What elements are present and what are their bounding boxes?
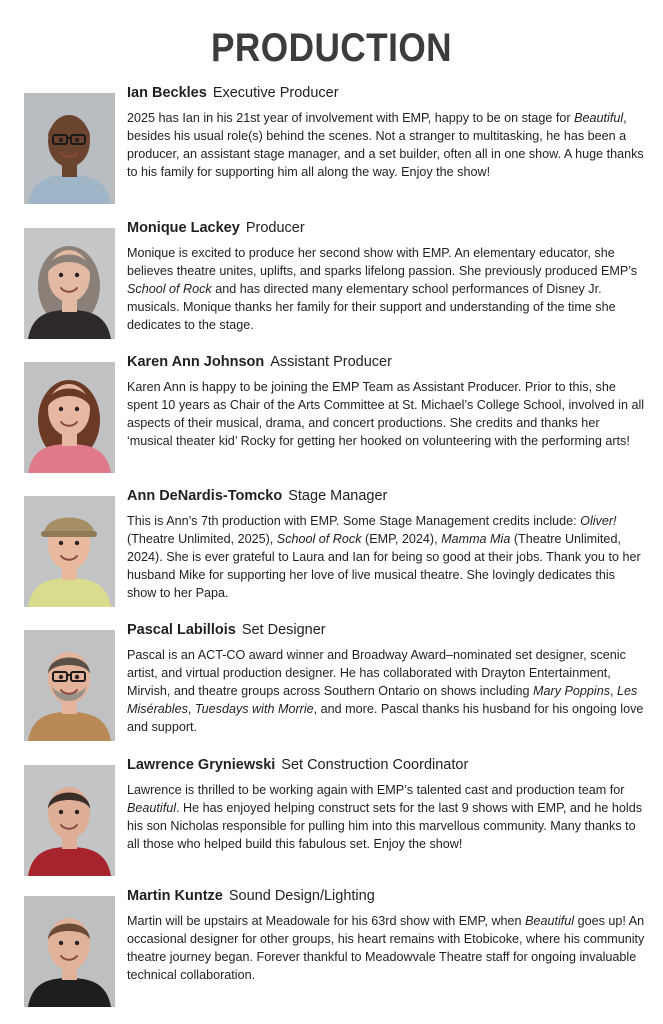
headshot-photo [24, 630, 115, 741]
headshot-photo [24, 765, 115, 876]
left-eye [59, 138, 63, 142]
bio-text: (Theatre Unlimited, 2024). She is ever grateful to Laura and Ian for being so good at their jobs. Thank you to her husband Mike for supporting her love of live musical theatre. She lovingly dedicates this show to her Papa. [127, 531, 641, 600]
person-name: Ann DeNardis-Tomcko [127, 488, 283, 504]
bio-text: (EMP, 2024), [361, 531, 442, 546]
person-heading [127, 353, 647, 371]
bio-text: 2025 has Ian in his 21st year of involvement with EMP, happy to be on stage for [127, 111, 575, 125]
person-bio [127, 913, 647, 985]
right-eye [75, 407, 79, 411]
right-eye [75, 273, 79, 277]
person-role: Producer [245, 220, 305, 236]
bio-text: , and more. Pascal thanks his husband for his ongoing love and support. [127, 701, 644, 734]
left-eye [59, 273, 63, 277]
portrait-illustration [24, 93, 115, 204]
portrait-illustration [24, 362, 115, 473]
person-heading [127, 621, 647, 639]
bio-text: Lawrence is thrilled to be working again with EMP’s talented cast and production team for [127, 783, 625, 797]
person-name: Karen Ann Johnson [127, 354, 265, 370]
right-eye [75, 541, 79, 545]
person-bio [127, 245, 647, 335]
person-bio [127, 782, 647, 854]
person-bio [127, 110, 647, 182]
right-eye [75, 941, 79, 945]
person-heading [127, 84, 647, 102]
person-bio [127, 647, 647, 737]
headshot-photo [24, 496, 115, 607]
headshot-photo [24, 896, 115, 1007]
right-eye [75, 675, 79, 679]
bio-text: , [610, 683, 618, 698]
bio-title-italic: Beautiful [574, 111, 624, 125]
bio-title-italic: Oliver! [580, 514, 617, 528]
person-heading [127, 756, 647, 774]
bio-text: Pascal is an ACT-CO award winner and Broadway Award–nominated set designer, scenic artist, and virtual production designer. He has collaborated with Drayton Entertainment, Mirvish, and theatre groups across Southern Ontario on shows including [127, 648, 626, 698]
person-role: Set Designer [241, 622, 326, 638]
bio-text: This is Ann’s 7th production with EMP. Some Stage Management credits include: [127, 514, 581, 528]
person-text [127, 887, 647, 985]
bio-title-italic: Beautiful [127, 800, 177, 815]
bio-title-italic: Beautiful [525, 914, 575, 928]
right-eye [75, 810, 79, 814]
person-text [127, 487, 647, 603]
person-role: Stage Manager [288, 488, 388, 504]
bio-title-italic: Mary Poppins [533, 683, 611, 698]
person-name: Lawrence Gryniewski [127, 757, 276, 773]
person-text [127, 353, 647, 451]
bio-text: , besides his usual role(s) behind the scenes. Not a stranger to multitasking, he has been a producer, an assistant stage manager, and a set builder, often all in one show. A huge thanks to his family for supporting him all along the way. Enjoy the show! [127, 111, 644, 179]
person-bio [127, 513, 647, 603]
left-eye [59, 541, 63, 545]
person-text [127, 219, 647, 335]
person-name: Martin Kuntze [127, 888, 223, 904]
headshot-photo [24, 228, 115, 339]
bio-text: (Theatre Unlimited, 2025), [127, 531, 277, 546]
person-text [127, 84, 647, 182]
left-eye [59, 810, 63, 814]
bio-text: Monique is excited to produce her second show with EMP. An elementary educator, she believes theatre unites, uplifts, and sparks lifelong passion. She previously produced EMP’s [127, 246, 638, 278]
portrait-illustration [24, 228, 115, 339]
left-eye [59, 407, 63, 411]
page-title: PRODUCTION [210, 26, 453, 70]
person-heading [127, 219, 647, 237]
bio-title-italic: School of Rock [127, 281, 212, 296]
bio-text: goes up! An occasional designer for other groups, his heart remains with Etobicoke, where his community theatre journey began. Forever thankful to Meadowvale Theatre staff for ongoing invaluable technical collaboration. [127, 914, 645, 982]
bio-title-italic: Tuesdays with Morrie [194, 701, 314, 716]
person-text [127, 621, 647, 737]
left-eye [59, 675, 63, 679]
person-role: Set Construction Coordinator [281, 757, 469, 773]
bio-text: Martin will be upstairs at Meadowale for his 63rd show with EMP, when [127, 914, 526, 928]
portrait-illustration [24, 496, 115, 607]
person-name: Monique Lackey [127, 220, 240, 236]
person-role: Assistant Producer [270, 354, 392, 370]
bio-text: Karen Ann is happy to be joining the EMP Team as Assistant Producer. Prior to this, she spent 10 years as Chair of the Arts Committee at St. Michael’s College School, involved in all aspects of their musical, drama, and concert productions. She credits and thanks her ‘musical theater kid’ Rocky for getting her hooked on volunteering with the performing arts! [127, 380, 645, 448]
bio-title-italic: Mamma Mia [441, 531, 511, 546]
left-eye [59, 941, 63, 945]
portrait-illustration [24, 765, 115, 876]
person-name: Pascal Labillois [127, 622, 236, 638]
person-role: Executive Producer [212, 85, 339, 101]
headshot-photo [24, 93, 115, 204]
portrait-illustration [24, 896, 115, 1007]
bio-text: . He has enjoyed helping construct sets for the last 9 shows with EMP, and he holds his son Nicholas responsible for pulling him into this marvellous community. Many thanks to all those who helped build this fabulous set. Enjoy the show! [127, 800, 643, 851]
bio-title-italic: Les Misérables [127, 683, 638, 716]
person-role: Sound Design/Lighting [228, 888, 375, 904]
right-eye [75, 138, 79, 142]
person-bio [127, 379, 647, 451]
bio-text: , [187, 701, 195, 716]
headshot-photo [24, 362, 115, 473]
portrait-illustration [24, 630, 115, 741]
bio-text: and has directed many elementary school performances of Disney Jr. musicals. Monique thanks her family for their support and understanding of the time she dedicates to the stage. [127, 281, 616, 332]
person-heading [127, 887, 647, 905]
cap-band [41, 531, 97, 537]
bio-title-italic: School of Rock [276, 531, 362, 546]
person-heading [127, 487, 647, 505]
person-text [127, 756, 647, 854]
person-name: Ian Beckles [127, 85, 207, 101]
